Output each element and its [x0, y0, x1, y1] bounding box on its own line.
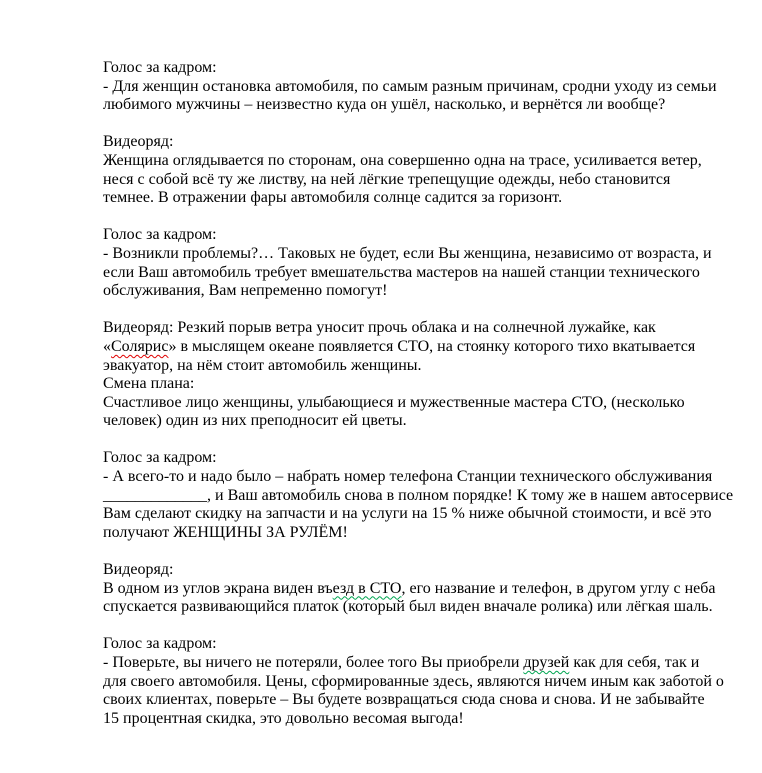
text-line: Видеоряд: Резкий порыв ветра уносит прочь облака и на солнечной лужайке, как [103, 319, 656, 337]
text-line: для своего автомобиля. Цены, сформированные здесь, являются ничем иным как заботой о [103, 672, 724, 690]
text-line: своих клиентах, поверьте – Вы будете возвращаться сюда снова и снова. И не забывайте [103, 691, 705, 709]
text-line: обслуживания, Вам непременно помогут! [103, 282, 388, 300]
text-line: получают ЖЕНЩИНЫ ЗА РУЛЁМ! [103, 523, 348, 541]
spellcheck-word-red: Солярис [111, 337, 169, 355]
text-line: Голос за кадром: [103, 226, 217, 244]
text-line: Смена плана: [103, 375, 195, 393]
text-segment: - Поверьте, вы ничего не потеряли, более того Вы приобрели [103, 654, 524, 671]
text-line: Голос за кадром: [103, 635, 217, 653]
text-line: - А всего-то и надо было – набрать номер телефона Станции технического обслуживания [103, 468, 713, 486]
text-line: _____________, и Ваш автомобиль снова в полном порядке! К тому же в нашем автосервисе [103, 486, 734, 504]
text-line [103, 579, 716, 599]
text-line: - Для женщин остановка автомобиля, по самым разным причинам, сродни уходу из семьи [103, 77, 717, 95]
script-paragraph-voiceover-3 [103, 449, 734, 542]
text-segment: » в мыслящем океане появляется СТО, на стоянку которого тихо вкатывается [168, 337, 696, 355]
text-line: Голос за кадром: [103, 59, 217, 76]
script-paragraph-video-1 [103, 133, 702, 207]
text-segment: В одном из углов экрана виден въ [103, 579, 333, 597]
text-line: неся с собой всё ту же листву, на ней лёгкие трепещущие одежды, небо становится [103, 170, 671, 188]
script-paragraph-voiceover-2 [103, 226, 712, 300]
grammarcheck-word-green: друзей [523, 654, 570, 671]
script-paragraph-video-3 [103, 561, 716, 617]
grammarcheck-word-green: езд в СТО [332, 579, 402, 597]
text-segment: как для себя, так и [569, 654, 700, 671]
text-segment: , его название и телефон, в другом углу с неба [401, 579, 716, 597]
text-line: человек) один из них преподносит ей цветы. [103, 412, 407, 430]
text-line: темнее. В отражении фары автомобиля солнце садится за горизонт. [103, 189, 563, 207]
script-paragraph-voiceover-4 [103, 635, 724, 728]
text-line: Вам сделают скидку на запчасти и на услуги на 15 % ниже обычной стоимости, и всё это [103, 505, 712, 523]
script-paragraph-video-2 [103, 319, 702, 431]
text-line: любимого мужчины – неизвестно куда он ушёл, насколько, и вернётся ли вообще? [103, 96, 666, 114]
text-line: если Ваш автомобиль требует вмешательства мастеров на нашей станции технического [103, 263, 700, 281]
text-line: Женщина оглядывается по сторонам, она совершенно одна на трасе, усиливается ветер, [103, 151, 702, 169]
text-line [103, 338, 702, 357]
script-paragraph-voiceover-1 [103, 59, 717, 115]
text-line: спускается развивающийся платок (который был виден вначале ролика) или лёгкая шаль. [103, 598, 713, 616]
text-line: - Возникли проблемы?… Таковых не будет, если Вы женщина, независимо от возраста, и [103, 244, 712, 262]
text-line: Видеоряд: [103, 133, 174, 151]
text-line: Голос за кадром: [103, 449, 217, 467]
text-line: 15 процентная скидка, это довольно весомая выгода! [103, 709, 464, 727]
text-line: Счастливое лицо женщины, улыбающиеся и мужественные мастера СТО, (несколько [103, 393, 685, 411]
text-line: Видеоряд: [103, 561, 174, 579]
text-line [103, 654, 702, 673]
text-segment: « [103, 337, 111, 355]
text-line: эвакуатор, на нём стоит автомобиль женщины. [103, 356, 422, 374]
